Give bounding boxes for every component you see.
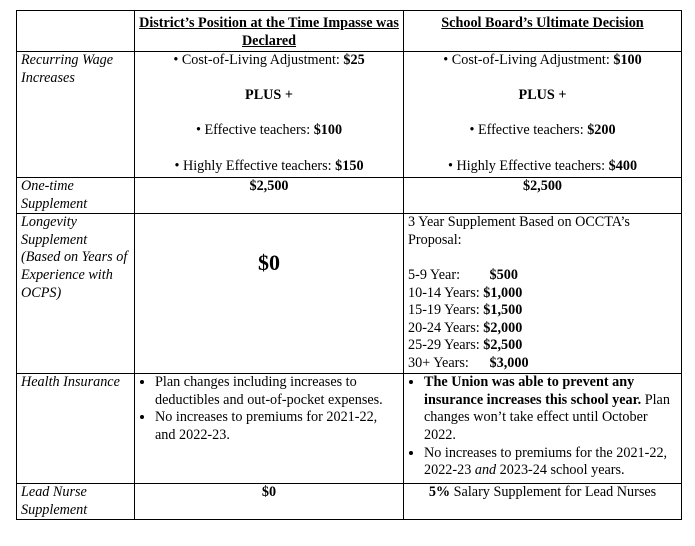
tier-years: 20-24 Years: xyxy=(408,319,480,336)
nurse-row xyxy=(17,484,682,520)
tier-years: 25-29 Years: xyxy=(408,337,480,354)
tier-amount: $2,000 xyxy=(483,319,523,336)
health-district-bullet-2: • No increases to premiums for 2021-22, and 2022-23. xyxy=(155,409,399,444)
comparison-table xyxy=(16,10,682,520)
longevity-tier xyxy=(408,320,677,338)
onetime-row xyxy=(17,178,682,214)
health-district xyxy=(135,374,404,484)
wage-board-cell: • Cost-of-Living Adjustment: $100 PLUS + • Effective teachers: $200 • Highly Effective teachers: $400 xyxy=(404,52,682,178)
longevity-board: 3 Year Supplement Based on OCCTA’s Proposal: 5-9 Year: $500 10-14 Years: $1,000 15-19 Years: $1,500 20-24 Years: $2,000 25-29 Years: $2,500 30+ Years: $3,000 xyxy=(404,214,682,374)
tier-amount: $3,000 xyxy=(489,354,529,371)
onetime-board: $2,500 xyxy=(404,178,682,214)
onetime-label: One-time Supplement xyxy=(17,178,135,214)
wage-district-cell: • Cost-of-Living Adjustment: $25 PLUS + • Effective teachers: $100 • Highly Effective teachers: $150 xyxy=(135,52,404,178)
tier-years: 30+ Years: xyxy=(408,354,469,371)
nurse-board: 5% Salary Supplement for Lead Nurses xyxy=(404,484,682,520)
tier-years: 5-9 Year: xyxy=(408,266,461,283)
district-header: District’s Position at the Time Impasse was Declared xyxy=(135,11,404,52)
header-row xyxy=(17,11,682,52)
tier-amount: $500 xyxy=(489,266,518,283)
health-board-bullet-1: • The Union was able to prevent any insurance increases this school year. Plan changes won’t take effect until October 2022. xyxy=(424,374,677,444)
tier-years: 15-19 Years: xyxy=(408,302,480,319)
health-board-bullet-2: • No increases to premiums for the 2021-22, 2022-23 and 2023-24 school years. xyxy=(424,445,677,480)
longevity-tiers xyxy=(408,267,677,373)
longevity-tier xyxy=(408,285,677,303)
health-district-bullet-1: • Plan changes including increases to deductibles and out-of-pocket expenses. xyxy=(155,374,399,409)
longevity-tier xyxy=(408,267,677,285)
longevity-tier xyxy=(408,302,677,320)
tier-years: 10-14 Years: xyxy=(408,284,480,301)
health-label: Health Insurance xyxy=(17,374,135,484)
wage-row xyxy=(17,52,682,178)
board-header: School Board’s Ultimate Decision xyxy=(404,11,682,52)
longevity-tier xyxy=(408,355,677,373)
wage-label: Recurring Wage Increases xyxy=(17,52,135,178)
longevity-row xyxy=(17,214,682,374)
tier-amount: $1,500 xyxy=(483,302,523,319)
longevity-tier xyxy=(408,337,677,355)
tier-amount: $2,500 xyxy=(483,337,523,354)
health-row xyxy=(17,374,682,484)
tier-amount: $1,000 xyxy=(483,284,523,301)
health-board xyxy=(404,374,682,484)
longevity-district: $0 xyxy=(135,214,404,374)
nurse-label: Lead Nurse Supplement xyxy=(17,484,135,520)
longevity-label: Longevity Supplement (Based on Years of Experience with OCPS) xyxy=(17,214,135,374)
corner-cell xyxy=(17,11,135,52)
nurse-district: $0 xyxy=(135,484,404,520)
onetime-district: $2,500 xyxy=(135,178,404,214)
